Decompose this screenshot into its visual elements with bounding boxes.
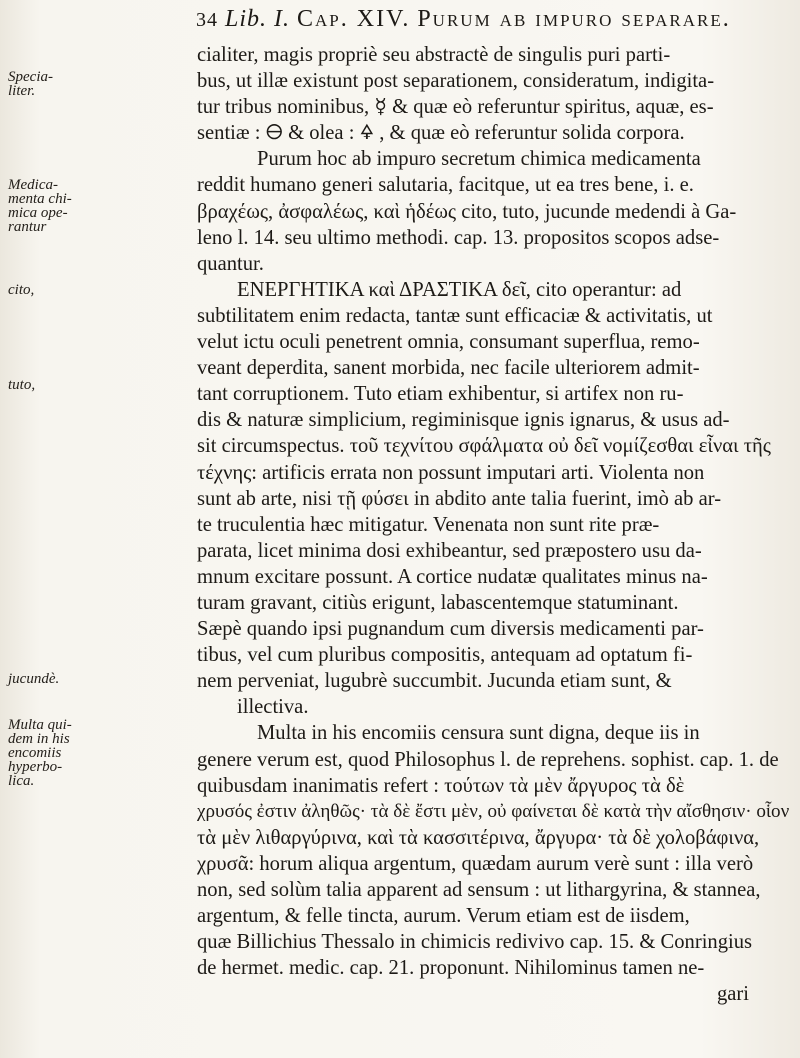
text-line: sit circumspectus. τοῦ τεχνίτου σφάλματα οὐ δεῖ νομίζεσθαι εἶναι τῆς [197, 435, 771, 458]
text-line: quæ Billichius Thessalo in chimicis redivivo cap. 15. & Conringius [197, 931, 753, 954]
catchword: gari [716, 983, 749, 1006]
text-line: parata, licet minima dosi exhibeantur, sed præpostero usu da- [197, 539, 702, 562]
text-line: tibus, vel cum pluribus compositis, antequam ad optatum fi- [197, 644, 693, 667]
text-line: sentiæ : 🜔 & olea : 🜍 , & quæ eò referuntur solida corpora. [197, 122, 685, 145]
text-line: Sæpè quando ipsi pugnandum cum diversis medicamenti par- [197, 618, 704, 641]
text-line: genere verum est, quod Philosophus l. de reprehens. sophist. cap. 1. de [197, 748, 779, 771]
text-line: mnum excitare possunt. A cortice nudatæ qualitates minus na- [197, 565, 708, 588]
text-line: nem perveniat, lugubrè succumbit. Jucunda etiam sunt, & [197, 670, 672, 693]
text-line: ΕΝΕΡΓΗΤΙΚΑ καὶ ΔΡΑΣΤΙΚΑ δεῖ, cito operantur: ad [237, 278, 682, 301]
text-line: cialiter, magis propriè seu abstractè de singulis puri parti- [197, 44, 671, 66]
text-line: χρυσᾶ: horum aliqua argentum, quædam aurum verè sunt : illa verò [197, 852, 754, 875]
text-line: Purum hoc ab impuro secretum chimica medicamenta [257, 148, 701, 171]
text-line: dis & naturæ simplicium, regiminisque ignis ignarus, & usus ad- [197, 409, 730, 432]
marginal-note-multa-quidem: Multa qui- dem in his encomiis hyperbo- lica. [8, 717, 72, 789]
text-line: argentum, & felle tincta, aurum. Verum etiam est de iisdem, [197, 905, 690, 928]
text-line: βραχέως, ἀσφαλέως, καὶ ἡδέως cito, tuto, jucunde medendi à Ga- [197, 200, 737, 223]
book-number: Lib. I. [225, 6, 291, 32]
running-title: Purum ab impuro separare. [417, 6, 731, 32]
text-line: non, sed solùm talia apparent ad sensum : ut lithargyrina, & stannea, [197, 879, 761, 901]
marginal-note-cito: cito, [8, 282, 35, 298]
text-line: reddit humano generi salutaria, facitque, ut ea tres bene, i. e. [197, 174, 694, 197]
running-header [196, 6, 756, 36]
text-line: veant deperdita, sanent morbida, nec facile ulteriorem admit- [197, 357, 700, 380]
text-line: χρυσός ἐστιν ἀληθῶς· τὰ δὲ ἔστι μὲν, οὐ φαίνεται δὲ κατὰ τὴν αἴσθησιν· οἷον [197, 800, 789, 822]
text-line: bus, ut illæ existunt post separationem, consideratum, indigita- [197, 70, 715, 93]
text-line: velut ictu oculi penetrent omnia, consumant superflua, remo- [197, 331, 700, 354]
marginal-note-tuto: tuto, [8, 377, 36, 393]
text-line: turam gravant, citiùs erigunt, labascentemque statuminant. [197, 591, 679, 614]
text-line: τέχνης: artificis errata non possunt imputari arti. Violenta non [197, 461, 705, 484]
text-line: quibusdam inanimatis refert : τούτων τὰ μὲν ἄργυρος τὰ δὲ [197, 774, 685, 797]
text-line: sunt ab arte, nisi τῇ φύσει in abdito ante talia fuerint, imò ab ar- [197, 487, 722, 510]
text-line: tur tribus nominibus, ☿ & quæ eò referuntur spiritus, aquæ, es- [197, 96, 714, 119]
chapter-number: Cap. XIV. [297, 6, 411, 32]
marginal-note-specialiter: Specia- liter. [8, 69, 53, 99]
text-line: Multa in his encomiis censura sunt digna, deque iis in [257, 722, 700, 745]
text-line: tant corruptionem. Tuto etiam exhibentur, si artifex non ru- [197, 383, 684, 406]
text-line: subtilitatem enim redacta, tantæ sunt efficaciæ & activitatis, ut [197, 304, 713, 327]
text-line: leno l. 14. seu ultimo methodi. cap. 13. propositos scopos adse- [197, 226, 720, 249]
marginal-note-jucunde: jucundè. [8, 671, 60, 687]
marginal-note-medicamenta: Medica- menta chi- mica ope- rantur [8, 177, 72, 235]
text-line: illectiva. [237, 696, 309, 719]
text-line: quantur. [197, 252, 264, 275]
body-text [197, 42, 789, 1007]
page-number: 34 [196, 9, 218, 31]
text-line: de hermet. medic. cap. 21. proponunt. Nihilominus tamen ne- [197, 957, 705, 980]
text-line: te truculentia hæc mitigatur. Venenata non sunt rite præ- [197, 513, 660, 536]
text-line: τὰ μὲν λιθαργύρινα, καὶ τὰ κασσιτέρινα, ἄργυρα· τὰ δὲ χολοβάφινα, [197, 826, 760, 849]
